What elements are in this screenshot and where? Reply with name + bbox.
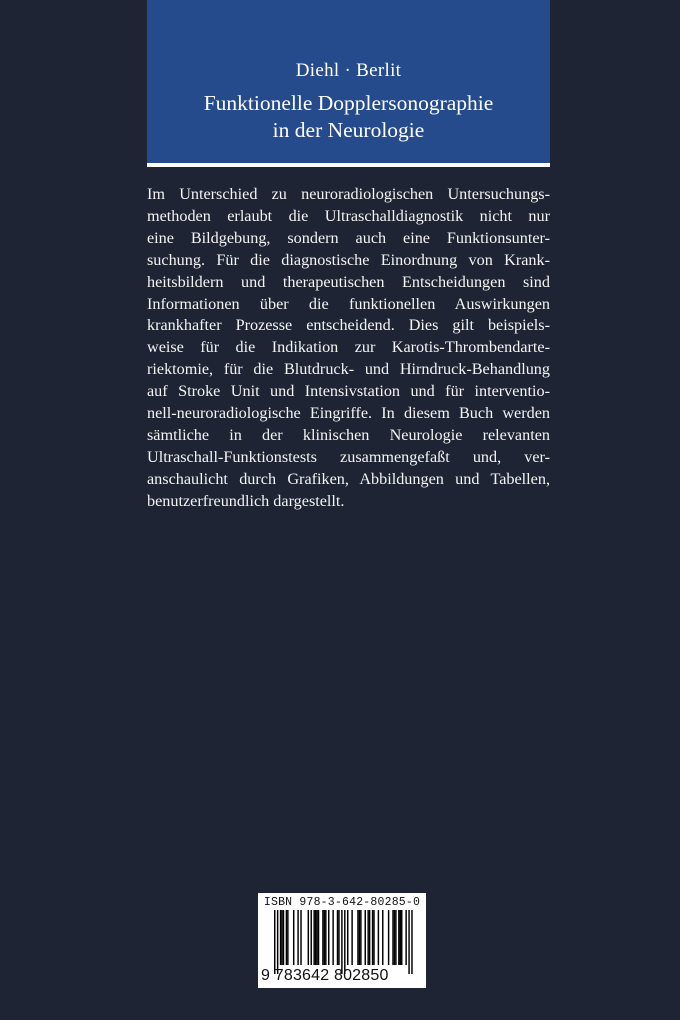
barcode-bar (283, 910, 284, 965)
barcode-bar (357, 910, 358, 965)
blurb-line: weise für die Indikation zur Karotis-Thrombendarte- (147, 338, 550, 357)
blurb-line: methoden erlaubt die Ultraschalldiagnostik nicht nur (147, 206, 550, 225)
barcode-bar (378, 910, 379, 965)
barcode-bar (359, 910, 360, 965)
barcode-bar (337, 910, 338, 965)
barcode-bar (401, 910, 402, 965)
barcode-bar (332, 910, 333, 965)
blurb-line: riektomie, für die Blutdruck- und Hirndruck-Behandlung (147, 360, 550, 379)
barcode-bar (316, 910, 317, 965)
barcode-bar (281, 910, 282, 965)
blurb-line: Im Unterschied zu neuroradiologischen Untersuchungs- (147, 185, 550, 203)
blurb-line: anschaulicht durch Grafiken, Abbildungen und Tabellen, (147, 469, 550, 488)
barcode-bar (315, 910, 316, 965)
barcode-bar (318, 910, 319, 965)
barcode-bar (277, 910, 278, 974)
blurb-line: Ultraschall-Funktionstests zusammengefaßt und, ver- (147, 447, 550, 466)
isbn-label: ISBN 978-3-642-80285-0 (263, 896, 421, 909)
blurb-text (147, 184, 550, 513)
barcode-bar (300, 910, 301, 965)
barcode-bar (388, 910, 389, 965)
book-title-line-2: in der Neurologie (272, 118, 425, 142)
barcode-digits: 9 783642 802850 (261, 967, 389, 984)
barcode-bar (347, 910, 348, 965)
barcode-bar (287, 910, 288, 965)
barcode-bar (367, 910, 368, 965)
barcode-bar (341, 910, 342, 974)
book-title-line-1: Funktionelle Dopplersonographie (203, 91, 494, 115)
blurb-line: sämtliche in der klinischen Neurologie relevanten (147, 425, 550, 444)
barcode-bar (392, 910, 393, 965)
barcode-bar (280, 910, 281, 965)
barcode-bar (398, 910, 399, 965)
title-panel (147, 0, 550, 163)
barcode-bar (293, 910, 294, 965)
barcode-bar (325, 910, 326, 965)
barcode-bar (344, 910, 345, 974)
barcode-bar (394, 910, 395, 965)
barcode-bar (324, 910, 325, 965)
barcode-bar (382, 910, 383, 965)
barcode-bar (313, 910, 314, 965)
blurb-line: nell-neuroradiologische Eingriffe. In diesem Buch werden (147, 404, 550, 423)
barcode-bar (308, 910, 309, 965)
blurb-line: krankhafter Prozesse entscheidend. Dies gilt beispiels- (147, 316, 550, 335)
barcode-bar (328, 910, 329, 965)
barcode-bar (338, 910, 339, 965)
barcode-bar (322, 910, 323, 965)
barcode-bar (365, 910, 366, 965)
blurb-line: suchung. Für die diagnostische Einordnung von Krank- (147, 250, 550, 269)
blurb-line: Informationen über die funktionellen Auswirkungen (147, 294, 550, 313)
barcode-bar (372, 910, 373, 965)
barcode-bar (411, 910, 412, 974)
blurb-line: heitsbildern und therapeutischen Entscheidungen sind (147, 272, 550, 291)
title-divider (147, 163, 550, 167)
barcode-bar (400, 910, 401, 965)
barcode-bar (360, 910, 361, 965)
book-title (147, 90, 550, 144)
barcode-bar (351, 910, 352, 965)
barcode-bar (395, 910, 396, 965)
isbn-barcode (258, 893, 426, 988)
blurb-line: auf Stroke Unit und Intensivstation und für interventio- (147, 382, 550, 401)
barcode-bar (297, 910, 298, 965)
barcode-bar (408, 910, 409, 974)
barcode-bar (373, 910, 374, 965)
barcode-bar (286, 910, 287, 965)
blurb-line: benutzerfreundlich dargestellt. (147, 491, 345, 510)
barcode-bar (311, 910, 312, 965)
barcode-bar (369, 910, 370, 965)
barcode-bar (405, 910, 406, 965)
authors: Diehl · Berlit (295, 60, 402, 81)
barcode-bar (274, 910, 275, 974)
blurb-line: eine Bildgebung, sondern auch eine Funktionsunter- (147, 228, 550, 247)
